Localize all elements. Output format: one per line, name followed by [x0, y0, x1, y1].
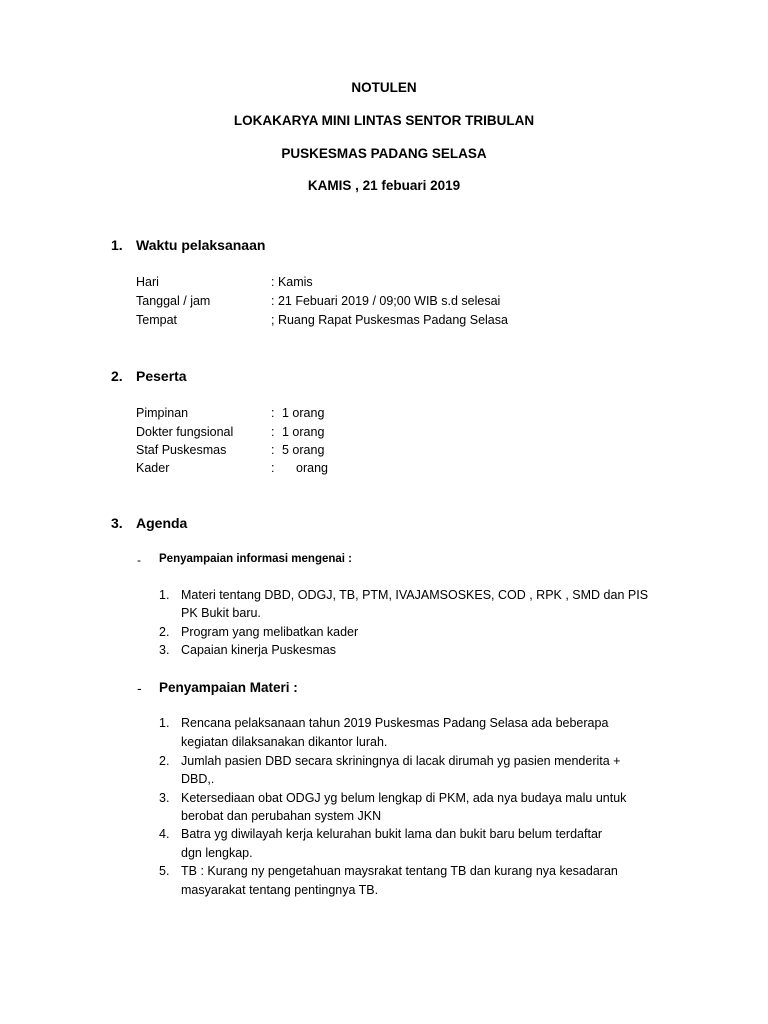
materi-item-number: 3. — [159, 791, 170, 805]
doc-subtitle-date: KAMIS , 21 febuari 2019 — [307, 178, 461, 193]
materi-item-number: 5. — [159, 864, 170, 878]
participant-label: Pimpinan — [136, 406, 189, 420]
info-item-text: Materi tentang DBD, ODGJ, TB, PTM, IVAJAMSOSKES, COD , RPK , SMD dan PIS — [181, 588, 649, 602]
materi-dash: - — [137, 680, 142, 696]
info-item-number: 2. — [159, 625, 170, 639]
participant-colon: : — [271, 461, 275, 475]
info-item-text: Capaian kinerja Puskesmas — [181, 643, 336, 657]
field-value-tempat: ; Ruang Rapat Puskesmas Padang Selasa — [271, 313, 508, 327]
materi-item-text-cont: DBD,. — [181, 772, 215, 786]
materi-item-text: Jumlah pasien DBD secara skriningnya di lacak dirumah yg pasien menderita + — [181, 754, 621, 768]
participant-label: Dokter fungsional — [136, 425, 234, 439]
materi-item-number: 4. — [159, 827, 170, 841]
section-1-number: 1. — [111, 237, 123, 253]
field-label-tempat: Tempat — [136, 313, 177, 327]
doc-title: NOTULEN — [351, 80, 417, 95]
info-item-text: Program yang melibatkan kader — [181, 625, 359, 639]
info-item-number: 3. — [159, 643, 170, 657]
field-label-hari: Hari — [136, 275, 159, 289]
participant-count: 5 orang — [282, 443, 325, 457]
materi-item-text: TB : Kurang ny pengetahuan maysrakat tentang TB dan kurang nya kesadaran — [181, 864, 618, 878]
participant-label: Staf Puskesmas — [136, 443, 227, 457]
materi-item-text-cont: kegiatan dilaksanakan dikantor lurah. — [181, 735, 388, 749]
participant-count: orang — [296, 461, 328, 475]
materi-item-text-cont: dgn lengkap. — [181, 846, 253, 860]
participant-colon: : — [271, 406, 275, 420]
section-3-number: 3. — [111, 515, 123, 531]
materi-item-text-cont: berobat dan perubahan system JKN — [181, 809, 382, 823]
info-heading: Penyampaian informasi mengenai : — [159, 553, 353, 565]
participant-colon: : — [271, 443, 275, 457]
materi-item-text: Rencana pelaksanaan tahun 2019 Puskesmas Padang Selasa ada beberapa — [181, 716, 609, 730]
participant-count: 1 orang — [282, 406, 325, 420]
field-value-hari: : Kamis — [271, 275, 313, 289]
section-3-title: Agenda — [136, 515, 188, 531]
info-item-text-cont: PK Bukit baru. — [181, 606, 261, 620]
field-value-tanggal: : 21 Febuari 2019 / 09;00 WIB s.d selesai — [271, 294, 501, 308]
field-label-tanggal: Tanggal / jam — [136, 294, 211, 308]
section-2-title: Peserta — [136, 368, 187, 384]
participant-count: 1 orang — [282, 425, 325, 439]
doc-subtitle-event: LOKAKARYA MINI LINTAS SENTOR TRIBULAN — [233, 113, 535, 128]
materi-item-number: 2. — [159, 754, 170, 768]
info-item-number: 1. — [159, 588, 170, 602]
materi-item-text: Batra yg diwilayah kerja kelurahan bukit lama dan bukit baru belum terdaftar — [181, 827, 603, 841]
materi-heading: Penyampaian Materi : — [159, 680, 298, 695]
participant-colon: : — [271, 425, 275, 439]
participant-label: Kader — [136, 461, 170, 475]
materi-item-text-cont: masyarakat tentang pentingnya TB. — [181, 883, 379, 897]
section-1-title: Waktu pelaksanaan — [136, 237, 266, 253]
materi-item-number: 1. — [159, 716, 170, 730]
doc-subtitle-place: PUSKESMAS PADANG SELASA — [281, 146, 487, 161]
info-dash: - — [137, 553, 141, 567]
materi-item-text: Ketersediaan obat ODGJ yg belum lengkap di PKM, ada nya budaya malu untuk — [181, 791, 627, 805]
section-2-number: 2. — [111, 368, 123, 384]
